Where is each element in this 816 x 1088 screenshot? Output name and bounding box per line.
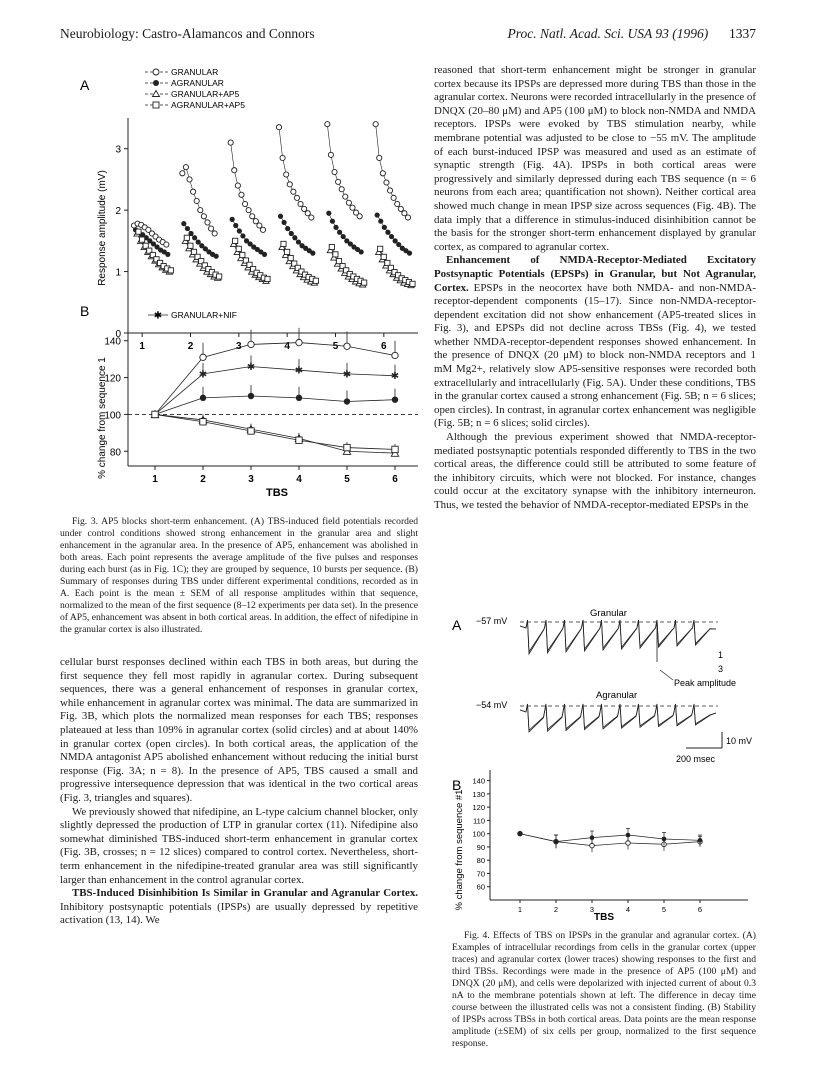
fig3a-point [291, 189, 296, 194]
fig4b-ytick-label: 90 [476, 842, 485, 852]
fig3b-point: ✱ [246, 362, 256, 374]
fig3a-xtick-label: 4 [284, 341, 290, 352]
fig4b-point [590, 835, 595, 840]
fig3b-legend [148, 310, 237, 322]
fig3b-point [200, 419, 206, 425]
running-header [60, 26, 756, 46]
right-para-2: EPSPs in the neocortex have both NMDA- and non-NMDA-receptor-dependent components (15–17). Since non-NMDA-receptor-dependent excitation did not show enhancement (AP5-treated slices in Fig. 3), and EPSPs did not decline across TBSs (Fig. 4), we tested whether NMDA-receptor-dependent responses showed enhancement. In the presence of DNQX (20 μM) to block non-NMDA receptors and 1 mM Mg2+, relatively slow AP5-sensitive responses were recorded both extracellularly and intracellularly (Fig. 5A). Under these conditions, TBS in the granular cortex caused a strong enhancement (Fig. 5B; n = 6 slices; open circles). In contrast, in agranular cortex enhancement was negligible (Fig. 5B; n = 6 slices; solid circles). [434, 281, 756, 430]
fig4-panel-a-label: A [452, 617, 462, 633]
fig3a-ytick-label: 2 [115, 206, 121, 218]
fig3a-point [333, 252, 338, 257]
fig3a-point [405, 215, 410, 220]
header-authors: Neurobiology: Castro-Alamancos and Connors [60, 26, 315, 41]
fig3b-ytick-label: 80 [109, 447, 121, 459]
fig4-peak-pointer [660, 670, 673, 680]
fig3-panel-b-label: B [80, 303, 90, 319]
fig3b-point [200, 354, 206, 360]
fig3a-point [265, 276, 270, 281]
fig3a-point [377, 155, 382, 160]
fig3a-point [287, 182, 292, 187]
fig3b-point: ✱ [294, 365, 304, 377]
fig3a-point [240, 233, 245, 238]
fig3b-xtick-label: 1 [152, 474, 158, 485]
fig3b-xtick-label: 2 [200, 474, 206, 485]
fig3a-point [276, 125, 281, 130]
fig4-agranular-label: Agranular [596, 690, 638, 701]
fig3a-point [313, 278, 318, 283]
fig3a-point [201, 214, 206, 219]
fig4b-point [662, 837, 667, 842]
fig3a-point [250, 214, 255, 219]
fig4b-ytick-label: 60 [476, 882, 485, 892]
fig4-scalebar-ms-label: 200 msec [676, 754, 716, 764]
fig3a-point [183, 165, 188, 170]
fig3a-point [228, 140, 233, 145]
fig4b-ytick-label: 70 [476, 869, 485, 879]
fig3b-ytick-label: 120 [104, 373, 121, 385]
left-para-2: We previously showed that nifedipine, an L-type calcium channel blocker, only slightly depressed the production of LTP in granular cortex (11). Nifedipine also somewhat diminished TBS-induced short-term enhancement in granular cortex (Fig. 3B, crosses; n = 12 slices) compared to control cortex. Nevertheless, short-term enhancement in the nifedipine-treated granular area was still significantly larger than enhancement in the control agranular cortex. [60, 805, 418, 886]
fig4-peak-label: Peak amplitude [674, 678, 737, 688]
fig3b-xtick-label: 4 [296, 474, 302, 485]
fig3b-legend-granular-nif: GRANULAR+NIF [171, 310, 237, 320]
fig3b-plot [104, 326, 418, 485]
fig3a-legend-agranular: AGRANULAR [171, 78, 224, 88]
fig4b-point [518, 831, 523, 836]
fig3a-point [198, 208, 203, 213]
left-para-3: Inhibitory postsynaptic potentials (IPSPs) are usually depressed by repetitive activation (13, 14). We [60, 900, 418, 927]
fig3a-point [385, 260, 390, 265]
fig3a-point [410, 281, 415, 286]
fig3a-point [362, 280, 367, 285]
fig3a-point [242, 201, 247, 206]
fig3a-point [341, 234, 346, 239]
fig4b-point [626, 833, 631, 838]
fig3a-point [328, 152, 333, 157]
figure-4-chart [448, 600, 758, 925]
fig3a-point [260, 227, 265, 232]
fig3a-point [357, 214, 362, 219]
fig3a-point [382, 225, 387, 230]
fig3a-point [384, 180, 389, 185]
fig3a-point [239, 192, 244, 197]
fig3a-point [378, 246, 383, 251]
fig3a-point [233, 238, 238, 243]
fig3a-series-line [376, 124, 408, 217]
fig3a-point [139, 237, 144, 242]
fig3a-point [343, 194, 348, 199]
fig3a-point [284, 172, 289, 177]
fig3a-point [185, 226, 190, 231]
fig3b-point [248, 341, 254, 347]
fig3a-point [336, 259, 341, 264]
right-column-text [434, 64, 756, 513]
fig3a-point [278, 214, 283, 219]
fig3a-ytick-label: 1 [115, 267, 121, 279]
fig4-trace-path [520, 620, 716, 652]
fig3a-point [326, 211, 331, 216]
fig3a-point [136, 229, 141, 234]
fig4b-ytick-label: 130 [472, 789, 485, 799]
fig3a-legend-agranular-ap5: AGRANULAR+AP5 [171, 100, 245, 110]
fig4-trace-path [520, 704, 716, 730]
fig3a-point [236, 246, 241, 251]
fig4b-xtick-label: 4 [625, 905, 631, 914]
fig3a-point [181, 221, 186, 226]
fig3a-point [285, 226, 290, 231]
fig3a-legend-granular: GRANULAR [171, 67, 219, 77]
fig3a-legend [145, 67, 245, 110]
fig3a-point [280, 155, 285, 160]
fig4b-ytick-label: 100 [472, 829, 485, 839]
fig3a-point [194, 198, 199, 203]
fig3a-point [375, 212, 380, 217]
fig3b-point [392, 396, 398, 402]
fig3a-point [346, 200, 351, 205]
fig4-trace-granular [520, 620, 716, 654]
fig3b-ytick-label: 140 [104, 336, 121, 348]
fig4-vm-granular: −57 mV [476, 616, 508, 626]
fig3a-point [262, 252, 267, 257]
fig4b-ytick-label: 120 [472, 803, 485, 813]
right-para-1: reasoned that short-term enhancement might be stronger in granular cortex because its IPSPs are depressed more during TBS than those in the agranular cortex. Neurons were recorded intracellularly in the presence of DNQX (20–80 μM) and AP5 (100 μM) to block non-NMDA and NMDA receptors. IPSPs were evoked by TBS stimulation nearby, while membrane potential was adjusted to be close to −55 mV. The amplitude of each burst-induced IPSP was measured and used as an estimate of synaptic strength (Fig. 4A). IPSPs in both cortical areas were progressively and similarly depressed during each TBS sequence (n = 6 neurons from each area; quantification not shown). Neither cortical area showed much change in mean IPSP size across sequences (Fig. 4B). The data imply that a difference in stimulus-induced disinhibition cannot be the basis for the stronger short-term enhancement displayed by granular cortex, as compared to agranular cortex. [434, 64, 756, 253]
fig3a-point [164, 242, 169, 247]
fig3a-point [289, 231, 294, 236]
fig3b-point [296, 437, 302, 443]
fig3b-series-line [155, 343, 395, 415]
fig4b-ytick-label: 110 [473, 816, 485, 826]
fig3a-point [235, 183, 240, 188]
fig4b-ytick-label: 80 [476, 856, 485, 866]
fig3b-point [392, 352, 398, 358]
fig3a-point [337, 230, 342, 235]
right-para-3: Although the previous experiment showed that NMDA-receptor-mediated postsynaptic potentials responded differently to TBS in the two cortical areas, the difference could still be attributed to some feature of the inhibitory circuits, which were not blocked. For instance, changes could occur at the excitatory synapse with the inhibitory interneuron. Thus, we tested the behavior of NMDA-receptor-mediated EPSPs in the [434, 431, 756, 511]
fig3a-point [214, 254, 219, 259]
fig3a-point [208, 226, 213, 231]
fig3a-point [230, 217, 235, 222]
fig3b-point [248, 393, 254, 399]
fig3a-xtick-label: 2 [187, 341, 194, 352]
fig4b-xtick-label: 3 [589, 905, 595, 914]
fig3a-point [191, 249, 196, 254]
fig3-panel-a-label: A [80, 77, 90, 93]
fig3a-point [191, 189, 196, 194]
fig3b-ylabel: % change from sequence 1 [97, 357, 108, 479]
fig3a-ylabel: Response amplitude (mV) [97, 170, 108, 286]
fig3a-xtick-label: 3 [236, 341, 242, 352]
fig3a-point [395, 201, 400, 206]
fig3a-point [294, 195, 299, 200]
fig3a-point [168, 268, 173, 273]
fig4-trace-agranular [520, 704, 716, 732]
fig3a-point [380, 171, 385, 176]
fig3a-point [387, 188, 392, 193]
fig4-caption-label: Fig. 4. [464, 930, 490, 941]
fig3b-xtick-label: 5 [344, 474, 350, 485]
fig4b-xtick-label: 6 [697, 905, 703, 914]
figure-3-caption [60, 516, 418, 636]
section-heading-nmda: Enhancement of NMDA-Receptor-Mediated Excitatory Postsynaptic Potentials (EPSPs) in Granular, but Not Agranular, Cortex. [434, 254, 756, 294]
fig3a-point [232, 168, 237, 173]
fig3a-point [350, 205, 355, 210]
figure-3-chart [60, 58, 420, 503]
fig4-panel-b-label: B [452, 777, 462, 793]
fig3a-xtick-label: 1 [139, 341, 145, 352]
fig3a-point [281, 220, 286, 225]
fig3a-point [325, 122, 330, 127]
figure-3 [60, 58, 420, 503]
fig3a-point [205, 220, 210, 225]
fig3a-point [378, 219, 383, 224]
fig3a-point [180, 171, 185, 176]
fig3b-point [344, 444, 350, 450]
fig4b-ytick-label: 140 [472, 776, 485, 786]
fig3a-point [217, 274, 222, 279]
fig3a-point [292, 235, 297, 240]
fig3a-point [281, 241, 286, 246]
left-para-1: cellular burst responses declined within each TBS in both areas, but during the first sequence they fell most rapidly in agranular cortex. During subsequent sequences, there was a general enhancement of responses in granular cortex, while enhancement in agranular cortex was minimal. The data are summarized in Fig. 3B, which plots the normalized mean responses for each TBS; responses plateaued at less than 109% in agranular cortex (solid circles) and at about 140% in granular cortex (open circles). In both cortical areas, the application of the NMDA antagonist AP5 abolished enhancement without reducing the initial burst response (Fig. 3A; n = 8). In the presence of AP5, TBS caused a small and progressive intersequence depression that was identical in the two cortical areas (Fig. 3, triangles and squares). [60, 656, 418, 804]
fig3a-point [333, 225, 338, 230]
fig3b-xlabel: TBS [266, 487, 288, 499]
fig3a-point [309, 215, 314, 220]
fig4b-xlabel: TBS [594, 912, 614, 923]
fig4-caption-text: Effects of TBS on IPSPs in the granular and agranular cortex. (A) Examples of intracellular recordings from cells in the granular cortex (upper traces) and agranular cortex (lower traces) showing responses to the first and third TBSs. Recordings were made in the presence of AP5 (100 μM) and DNQX (20 μM), and cells were depolarized with injected current of about 0.3 nA to the membrane potentials shown at left. The difference in decay time course between the illustrated cells was not a consistent finding. (B) Stability of IPSPs across TBSs in both cortical areas. Data points are the mean response amplitude (±SEM) of six cells per group, normalized to the first sequence response. [452, 930, 756, 1049]
header-journal-block [508, 26, 756, 42]
fig4-scalebar-mv-label: 10 mV [726, 736, 753, 746]
fig3a-point [187, 177, 192, 182]
header-journal: Proc. Natl. Acad. Sci. USA 93 (1996) [507, 26, 709, 41]
fig3a-ytick-label: 3 [115, 144, 121, 156]
fig4b-xtick-label: 1 [517, 905, 523, 914]
fig4b-xtick-label: 2 [553, 905, 559, 914]
fig3a-legend-granular-ap5: GRANULAR+AP5 [171, 89, 240, 99]
fig3-caption-text: AP5 blocks short-term enhancement. (A) TBS-induced field potentials recorded under control conditions showed strong enhancement in the granular area and slight enhancement in the agranular area. In the presence of AP5, enhancement was abolished in both areas. Each point represents the average amplitude of the five pulses and responses during each burst (as in Fig. 1C); they are grouped by sequence, 10 bursts per sequence. (B) Summary of responses during TBS under different experimental conditions, recorded as in A. Each point is the mean ± SEM of all response amplitudes within that sequence, normalized to the mean of the first sequence (8–12 experiments per data set). In the presence of AP5, enhancement was absent in both cortical areas. In addition, the effect of nifedipine in the granular cortex is also illustrated. [60, 516, 418, 635]
fig3b-legend-star-icon: ✱ [153, 310, 163, 322]
fig3a-point [246, 208, 251, 213]
fig3b-ytick-label: 100 [104, 410, 121, 422]
fig4b-point [698, 838, 703, 843]
figure-4-caption [452, 930, 756, 1050]
fig3b-xtick-label: 6 [392, 474, 398, 485]
fig3b-point: ✱ [342, 369, 352, 381]
fig3b-series-line [155, 414, 395, 449]
fig3a-point [288, 255, 293, 260]
fig3a-point [332, 169, 337, 174]
fig3a-point [298, 201, 303, 206]
fig3a-point [237, 228, 242, 233]
fig3a-point [329, 244, 334, 249]
fig3a-point [240, 252, 245, 257]
fig3a-xtick-label: 5 [332, 341, 339, 352]
fig3a-point [212, 231, 217, 236]
fig3a-point [165, 252, 170, 257]
fig3a-point [391, 195, 396, 200]
fig3a-point [359, 249, 364, 254]
fig3a-point [330, 219, 335, 224]
fig3a-point [310, 251, 315, 256]
fig3b-point [200, 395, 206, 401]
page-number: 1337 [729, 26, 756, 41]
fig4-granular-label: Granular [590, 608, 627, 619]
fig3b-point [296, 395, 302, 401]
fig3b-point [344, 398, 350, 404]
fig3b-point [296, 339, 302, 345]
fig3a-ytick-label: 0 [115, 329, 121, 340]
fig3b-series-line [155, 396, 395, 414]
fig3b-point: ✱ [198, 369, 208, 381]
fig3b-series-line [155, 367, 395, 415]
fig4-trace-path [520, 620, 716, 654]
fig3a-point [143, 243, 148, 248]
fig3a-point [389, 234, 394, 239]
left-column-text [60, 656, 418, 928]
fig3a-series-line [279, 127, 311, 217]
figure-4 [448, 600, 758, 925]
fig3b-point [248, 428, 254, 434]
fig4b-ylabel: % change from sequence #1 [454, 789, 465, 911]
fig3a-point [192, 235, 197, 240]
fig3a-xtick-label: 6 [381, 341, 387, 352]
fig3a-point [385, 230, 390, 235]
fig3a-point [184, 235, 189, 240]
fig4b-plot [472, 770, 748, 914]
fig3a-point [373, 122, 378, 127]
fig4b-xtick-label: 5 [661, 905, 667, 914]
fig4-vm-agranular: −54 mV [476, 700, 508, 710]
fig4b-series-line [520, 834, 700, 842]
fig3b-point: ✱ [390, 371, 400, 383]
fig3b-point [392, 446, 398, 452]
fig3-caption-label: Fig. 3. [72, 516, 99, 527]
fig4-trace-1-label: 1 [718, 650, 724, 660]
fig3b-xtick-label: 3 [248, 474, 254, 485]
section-heading-disinhibition: TBS-Induced Disinhibition Is Similar in Granular and Agranular Cortex. [72, 887, 418, 900]
fig3a-point [284, 249, 289, 254]
fig3a-point [407, 251, 412, 256]
fig3a-point [336, 179, 341, 184]
fig3a-point [381, 254, 386, 259]
fig4-trace-3-label: 3 [718, 664, 724, 674]
fig3a-point [188, 243, 193, 248]
fig3b-point [152, 411, 158, 417]
fig3a-point [339, 187, 344, 192]
fig3b-point [344, 343, 350, 349]
fig3a-point [233, 223, 238, 228]
fig4b-point [554, 839, 559, 844]
